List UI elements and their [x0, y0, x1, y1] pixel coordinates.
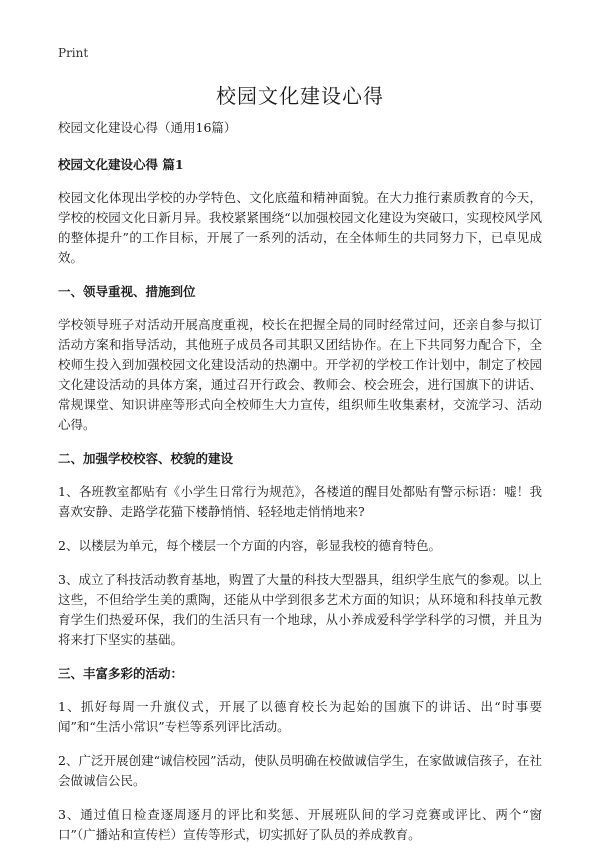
- intro-paragraph: 校园文化体现出学校的办学特色、文化底蕴和精神面貌。在大力推行素质教育的今天，学校的校园文化日新月异。我校紧紧围绕“以加强校园文化建设为突破口，实现校风学风的整体提升”的工作目标，开展了一系列的活动，在全体师生的共同努力下，已卓见成效。: [58, 190, 542, 265]
- document-subtitle: 校园文化建设心得（通用16篇）: [58, 120, 237, 135]
- page-title: 校园文化建设心得: [216, 84, 384, 108]
- section-heading-3: 三、丰富多彩的活动：: [58, 666, 184, 681]
- section-heading-2: 二、加强学校校容、校貌的建设: [58, 451, 234, 466]
- section-1-paragraph-1: 学校领导班子对活动开展高度重视，校长在把握全局的同时经常过问，还亲自参与拟订活动方案和指导活动，其他班子成员各司其职又团结协作。在上下共同努力配合下，全校师生投入到加强校园文化建设活动的热潮中。开学初的学校工作计划中，制定了校园文化建设活动的具体方案，通过召开行政会、教师会、校会班会，进行国旗下的讲话、常规课堂、知识讲座等形式向全校师生大力宣传，组织师生收集素材，交流学习、活动心得。: [58, 317, 542, 432]
- section-3-paragraph-2: 2、广泛开展创建“诚信校园”活动，使队员明确在校做诚信学生，在家做诚信孩子，在社会做诚信公民。: [58, 753, 542, 788]
- section-heading-1: 一、领导重视、措施到位: [58, 284, 196, 299]
- article-heading: 校园文化建设心得 篇1: [58, 157, 184, 172]
- section-2-paragraph-2: 2、以楼层为单元，每个楼层一个方面的内容，彰显我校的德育特色。: [58, 538, 441, 553]
- section-3-paragraph-3: 3、通过值日检查逐周逐月的评比和奖惩、开展班队间的学习竞赛或评比、两个“窗口”（广播站和宣传栏）宣传等形式，切实抓好了队员的养成教育。: [58, 807, 542, 842]
- article-body: [58, 118, 542, 859]
- print-link[interactable]: Print: [58, 46, 89, 60]
- section-3-paragraph-1: 1、抓好每周一升旗仪式，开展了以德育校长为起始的国旗下的讲话、出“时事要闻”和“生活小常识”专栏等系列评比活动。: [58, 699, 542, 734]
- section-2-paragraph-3: 3、成立了科技活动教育基地，购置了大量的科技大型器具，组织学生底气的参观。以上这些，不但给学生美的熏陶，还能从中学到很多艺术方面的知识；从环境和科技单元教育学生们热爱环保，我们的生活只有一个地球，从小养成爱科学学科学的习惯，并且为将来打下坚实的基础。: [58, 572, 542, 647]
- section-2-paragraph-1: 1、各班教室都贴有《小学生日常行为规范》，各楼道的醒目处都贴有警示标语：嘘！我喜欢安静、走路学花猫下楼静悄悄、轻轻地走悄悄地来?: [58, 484, 542, 519]
